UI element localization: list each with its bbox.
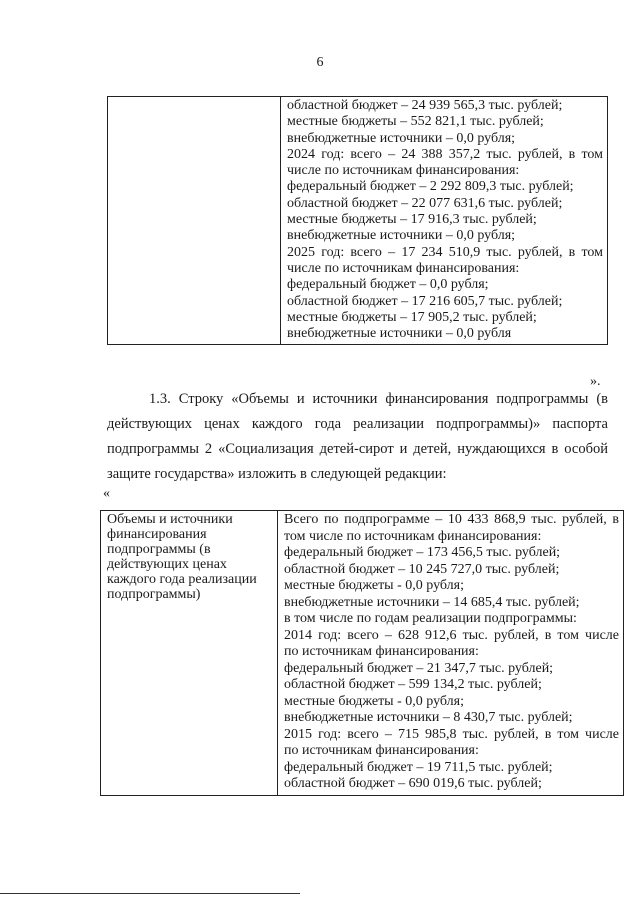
financing-table-continued: [107, 96, 608, 345]
table2-label-cell: [101, 511, 278, 796]
table2-line: федеральный бюджет – 173 456,5 тыс. рублей;: [284, 545, 561, 560]
financing-label: Объемы и источники финансирования подпрограммы (в действующих ценах каждого года реализации подпрограммы): [107, 512, 257, 602]
table1-line: внебюджетные источники – 0,0 рубля;: [287, 228, 516, 244]
table2-line: Всего по подпрограмме – 10 433 868,9 тыс. рублей, в: [284, 512, 619, 527]
table1-line: местные бюджеты – 17 905,2 тыс. рублей;: [287, 309, 537, 325]
table1-label-cell: [108, 97, 281, 345]
page-number: 6: [316, 55, 324, 70]
table2-line: областной бюджет – 690 019,6 тыс. рублей;: [284, 776, 542, 791]
subprogram-financing-table: [100, 510, 624, 796]
footer-rule: [0, 893, 300, 894]
table2-line: по источникам финансирования:: [284, 644, 479, 659]
table2-line: по источникам финансирования:: [284, 743, 479, 758]
paragraph-line: защите государства» изложить в следующей редакции:: [107, 466, 447, 482]
table2-line: федеральный бюджет – 19 711,5 тыс. рублей;: [284, 759, 553, 775]
amendment-paragraph: [107, 387, 608, 487]
closing-quote: ».: [590, 374, 601, 389]
table1-line: местные бюджеты – 17 916,3 тыс. рублей;: [287, 212, 537, 228]
table2-line: местные бюджеты - 0,0 рубля;: [284, 578, 464, 593]
table2-line: внебюджетные источники – 8 430,7 тыс. рублей;: [284, 710, 573, 725]
table1-line: местные бюджеты – 552 821,1 тыс. рублей;: [287, 114, 544, 130]
table2-line: внебюджетные источники – 14 685,4 тыс. рублей;: [284, 594, 580, 610]
table1-line: федеральный бюджет – 0,0 рубля;: [287, 277, 489, 293]
table1-line: числе по источникам финансирования:: [287, 163, 520, 179]
table1-line: 2025 год: всего – 17 234 510,9 тыс. рублей, в том: [287, 244, 603, 260]
table1-line: областной бюджет – 22 077 631,6 тыс. рублей;: [287, 195, 563, 211]
table1-line: областной бюджет – 17 216 605,7 тыс. рублей;: [287, 293, 563, 309]
table2-content-cell: [278, 511, 624, 796]
paragraph-line: 1.3. Строку «Объемы и источники финансирования подпрограммы (в: [149, 391, 608, 407]
table1-content-cell: [281, 97, 608, 345]
table1-line: внебюджетные источники – 0,0 рубля;: [287, 130, 516, 146]
table2-line: областной бюджет – 10 245 727,0 тыс. рублей;: [284, 561, 560, 577]
table1-line: внебюджетные источники – 0,0 рубля: [287, 326, 512, 342]
table2-line: том числе по источникам финансирования:: [284, 528, 542, 544]
table2-line: 2014 год: всего – 628 912,6 тыс. рублей, в том числе: [284, 627, 619, 643]
opening-quote: «: [103, 486, 110, 501]
table1-line: областной бюджет – 24 939 565,3 тыс. рублей;: [287, 98, 563, 113]
paragraph-line: действующих ценах каждого года реализации подпрограммы)» паспорта: [107, 416, 608, 432]
table1-line: федеральный бюджет – 2 292 809,3 тыс. рублей;: [287, 179, 574, 195]
table2-line: федеральный бюджет – 21 347,7 тыс. рублей;: [284, 660, 554, 676]
table2-line: местные бюджеты - 0,0 рубля;: [284, 693, 464, 709]
table1-line: 2024 год: всего – 24 388 357,2 тыс. рублей, в том: [287, 146, 603, 162]
paragraph-line: подпрограммы 2 «Социализация детей-сирот и детей, нуждающихся в особой: [107, 441, 608, 457]
table2-line: областной бюджет – 599 134,2 тыс. рублей;: [284, 677, 542, 692]
table2-line: в том числе по годам реализации подпрограммы:: [284, 611, 577, 626]
table2-line: 2015 год: всего – 715 985,8 тыс. рублей, в том числе: [284, 726, 619, 742]
table1-line: числе по источникам финансирования:: [287, 260, 520, 276]
